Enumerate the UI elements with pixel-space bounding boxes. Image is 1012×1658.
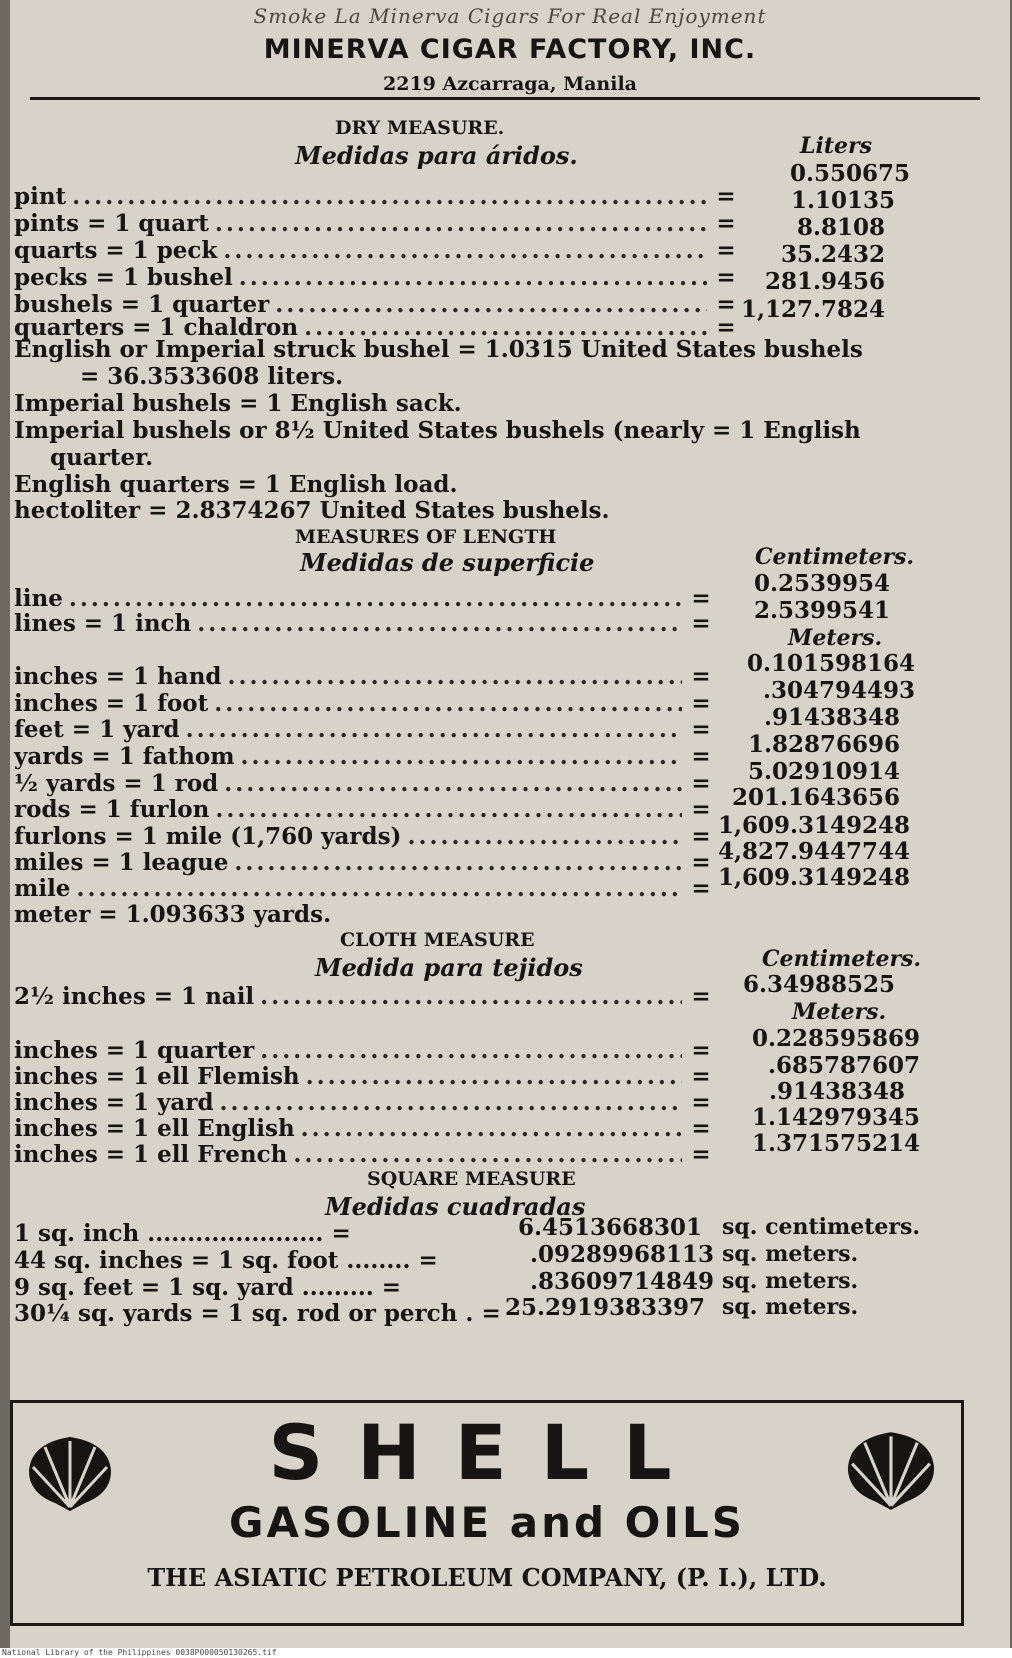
- dry-row: pint ..... =: [14, 183, 739, 211]
- square-unit: sq. centimeters.: [722, 1214, 921, 1240]
- dry-value: 1.10135: [790, 187, 895, 214]
- dry-note: English quarters = 1 English load.: [14, 471, 458, 498]
- length-row: mile ..... =: [14, 875, 714, 903]
- cloth-value: 1.371575214: [751, 1130, 920, 1157]
- scan-footer: National Library of the Philippines 0038P000050130265.tif: [0, 1648, 1012, 1658]
- cloth-value: 0.228595869: [751, 1025, 920, 1052]
- cloth-row: inches = 1 ell Flemish ..... =: [14, 1063, 714, 1091]
- square-unit: sq. meters.: [722, 1294, 859, 1320]
- length-row: furlons = 1 mile (1,760 yards) ..... =: [14, 823, 714, 851]
- document-page: [10, 0, 1010, 1650]
- square-subheading: Medidas cuadradas: [325, 1192, 586, 1221]
- centimeters-unit-label: Centimeters.: [755, 544, 915, 570]
- square-value: .09289968113: [530, 1241, 715, 1268]
- length-value: 1.82876696: [747, 731, 900, 758]
- length-value: 1,609.3149248: [718, 864, 911, 891]
- length-row: miles = 1 league ..... =: [14, 849, 714, 877]
- liters-unit-label: Liters: [800, 133, 872, 159]
- dry-row: pints = 1 quart ..... =: [14, 210, 739, 238]
- dry-value: 8.8108: [796, 214, 885, 241]
- cloth-value: 1.142979345: [751, 1104, 920, 1131]
- length-row: yards = 1 fathom ..... =: [14, 743, 714, 771]
- cloth-heading: CLOTH MEASURE: [340, 929, 535, 951]
- header-rule: [30, 97, 980, 100]
- square-value: 25.2919383397: [505, 1294, 706, 1321]
- dry-row: bushels = 1 quarter ..... =: [14, 291, 739, 319]
- length-row: line ..... =: [14, 585, 714, 613]
- dry-measure-subheading: Medidas para áridos.: [295, 141, 578, 170]
- shell-advertisement: [10, 1400, 964, 1626]
- square-row: 44 sq. inches = 1 sq. foot ........ =: [14, 1247, 438, 1274]
- meters-unit-label: Meters.: [792, 999, 887, 1025]
- length-row: ½ yards = 1 rod ..... =: [14, 770, 714, 798]
- length-value: 0.101598164: [746, 650, 915, 677]
- cloth-value: .91438348: [768, 1078, 905, 1105]
- dry-value: 0.550675: [789, 160, 910, 187]
- cloth-row: inches = 1 yard ..... =: [14, 1089, 714, 1117]
- length-row: lines = 1 inch ..... =: [14, 610, 714, 638]
- length-row: inches = 1 hand ..... =: [14, 663, 714, 691]
- dry-value: 1,127.7824: [740, 296, 885, 323]
- cloth-row: inches = 1 quarter ..... =: [14, 1037, 714, 1065]
- dry-row: pecks = 1 bushel ..... =: [14, 264, 739, 292]
- cloth-row: inches = 1 ell English ..... =: [14, 1115, 714, 1143]
- dry-note: Imperial bushels or 8½ United States bushels (nearly = 1 English: [14, 417, 861, 444]
- square-heading: SQUARE MEASURE: [367, 1168, 576, 1190]
- square-row: 9 sq. feet = 1 sq. yard ......... =: [14, 1274, 402, 1301]
- length-heading: MEASURES OF LENGTH: [295, 526, 557, 548]
- length-value: 1,609.3149248: [718, 812, 911, 839]
- company-title: MINERVA CIGAR FACTORY, INC.: [263, 34, 757, 65]
- length-value: 5.02910914: [747, 758, 900, 785]
- square-value: 6.4513668301: [518, 1214, 703, 1241]
- dry-note: quarter.: [50, 444, 154, 471]
- cloth-row: inches = 1 ell French ..... =: [14, 1141, 714, 1169]
- cloth-row: 2½ inches = 1 nail ..... =: [14, 983, 714, 1011]
- dry-note: English or Imperial struck bushel = 1.0315 United States bushels: [14, 336, 863, 363]
- dry-note: = 36.3533608 liters.: [80, 363, 344, 390]
- length-value: 4,827.9447744: [718, 838, 911, 865]
- length-value: 2.5399541: [753, 597, 890, 624]
- dry-note: hectoliter = 2.8374267 United States bushels.: [14, 497, 610, 524]
- length-note: meter = 1.093633 yards.: [14, 901, 332, 928]
- length-row: inches = 1 foot ..... =: [14, 690, 714, 718]
- dry-measure-heading: DRY MEASURE.: [335, 117, 505, 139]
- cloth-subheading: Medida para tejidos: [315, 953, 583, 982]
- dry-note: Imperial bushels = 1 English sack.: [14, 390, 462, 417]
- shell-tagline: GASOLINE and OILS: [228, 1498, 746, 1547]
- centimeters-unit-label: Centimeters.: [762, 946, 922, 972]
- length-value: .91438348: [763, 704, 900, 731]
- dry-row: quarts = 1 peck ..... =: [14, 237, 739, 265]
- square-unit: sq. meters.: [722, 1268, 859, 1294]
- shell-brand: SHELL: [268, 1408, 706, 1497]
- meters-unit-label: Meters.: [788, 625, 883, 651]
- length-value: 201.1643656: [731, 784, 900, 811]
- cut-off-slogan: Smoke La Minerva Cigars For Real Enjoyment: [253, 4, 767, 28]
- length-value: 0.2539954: [753, 570, 890, 597]
- length-value: .304794493: [762, 677, 915, 704]
- dry-value: 35.2432: [780, 241, 885, 268]
- cloth-value: .685787607: [767, 1052, 920, 1079]
- length-row: rods = 1 furlon ..... =: [14, 796, 714, 824]
- length-subheading: Medidas de superficie: [300, 548, 595, 577]
- length-row: feet = 1 yard ..... =: [14, 716, 714, 744]
- company-address: 2219 Azcarraga, Manila: [383, 73, 637, 95]
- cloth-value: 6.34988525: [742, 971, 895, 998]
- square-row: 30¼ sq. yards = 1 sq. rod or perch . =: [14, 1300, 501, 1327]
- dry-row: quarters = 1 chaldron ..... =: [14, 314, 739, 342]
- dry-value: 281.9456: [764, 268, 885, 295]
- square-unit: sq. meters.: [722, 1241, 859, 1267]
- shell-company: THE ASIATIC PETROLEUM COMPANY, (P. I.), LTD.: [147, 1563, 827, 1592]
- square-row: 1 sq. inch ...................... =: [14, 1220, 351, 1247]
- square-value: .83609714849: [530, 1268, 715, 1295]
